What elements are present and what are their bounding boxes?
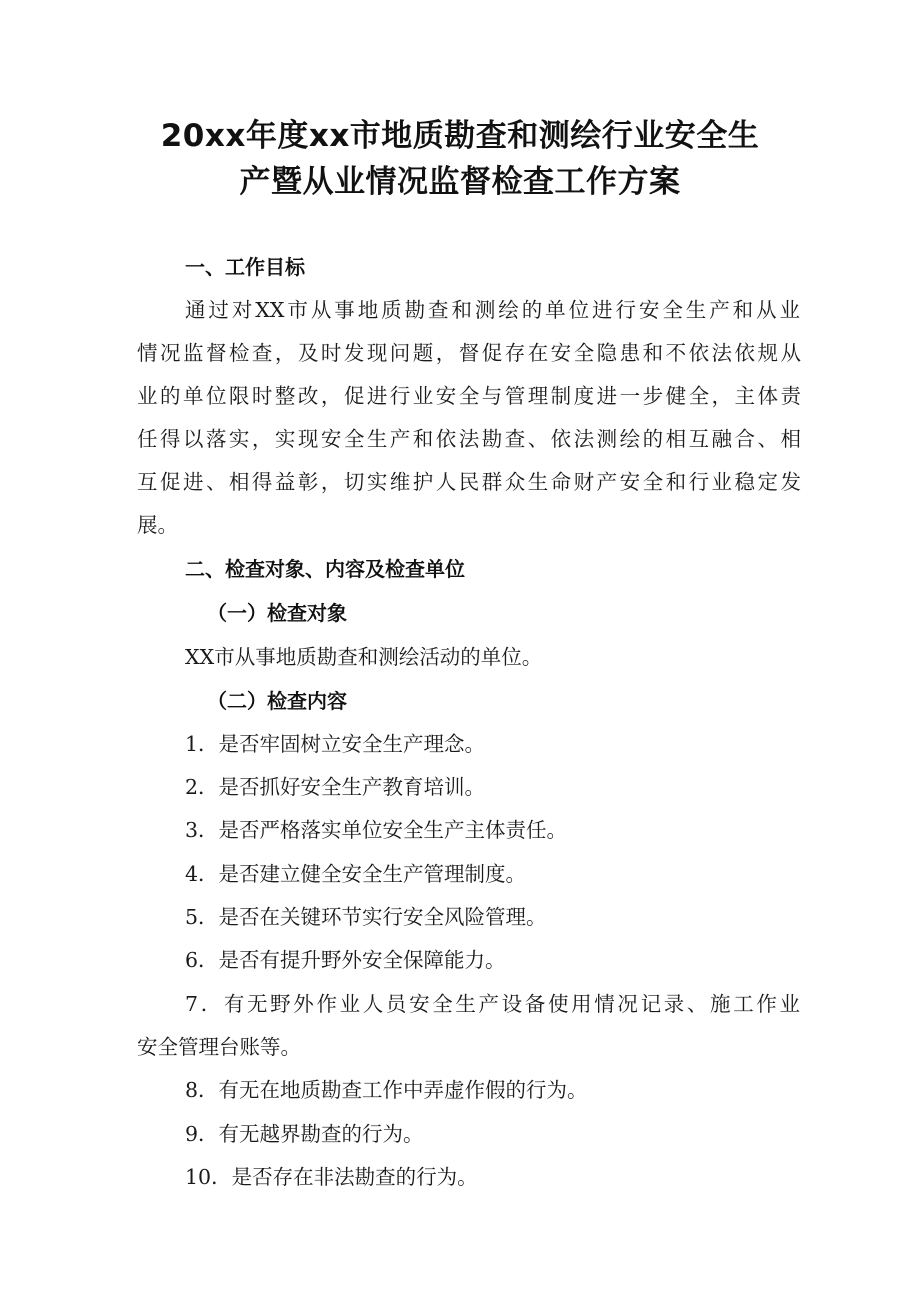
- list-item: 8．有无在地质勘查工作中弄虚作假的行为。: [185, 1078, 588, 1102]
- list-item: 7．有无野外作业人员安全生产设备使用情况记录、施工作业: [185, 992, 800, 1016]
- list-item: 3．是否严格落实单位安全生产主体责任。: [185, 818, 568, 842]
- paragraph-line: 通过对XX市从事地质勘查和测绘的单位进行安全生产和从业: [185, 298, 800, 322]
- inspection-target-text: XX市从事地质勘查和测绘活动的单位。: [185, 645, 543, 669]
- subheading-inspection-target: （一）检查对象: [207, 601, 347, 625]
- document-title-line-1: 20xx年度xx市地质勘查和测绘行业安全生: [160, 118, 760, 154]
- section-heading-inspection: 二、检查对象、内容及检查单位: [185, 557, 465, 581]
- list-item: 5．是否在关键环节实行安全风险管理。: [185, 905, 547, 929]
- paragraph-line: 互促进、相得益彰，切实维护人民群众生命财产安全和行业稳定发: [137, 470, 801, 494]
- list-item-continuation: 安全管理台账等。: [137, 1035, 301, 1059]
- list-item: 1．是否牢固树立安全生产理念。: [185, 732, 486, 756]
- document-title-line-2: 产暨从业情况监督检查工作方案: [239, 164, 681, 200]
- paragraph-line: 展。: [137, 513, 178, 537]
- section-heading-goals: 一、工作目标: [185, 255, 305, 279]
- paragraph-line: 业的单位限时整改，促进行业安全与管理制度进一步健全，主体责: [137, 384, 801, 408]
- list-item: 6．是否有提升野外安全保障能力。: [185, 948, 506, 972]
- list-item: 10．是否存在非法勘查的行为。: [185, 1165, 478, 1189]
- list-item: 2．是否抓好安全生产教育培训。: [185, 775, 486, 799]
- subheading-inspection-content: （二）检查内容: [207, 689, 347, 713]
- list-item: 4．是否建立健全安全生产管理制度。: [185, 862, 527, 886]
- paragraph-line: 情况监督检查，及时发现问题，督促存在安全隐患和不依法依规从: [137, 341, 801, 365]
- paragraph-line: 任得以落实，实现安全生产和依法勘查、依法测绘的相互融合、相: [137, 427, 801, 451]
- list-item: 9．有无越界勘查的行为。: [185, 1122, 424, 1146]
